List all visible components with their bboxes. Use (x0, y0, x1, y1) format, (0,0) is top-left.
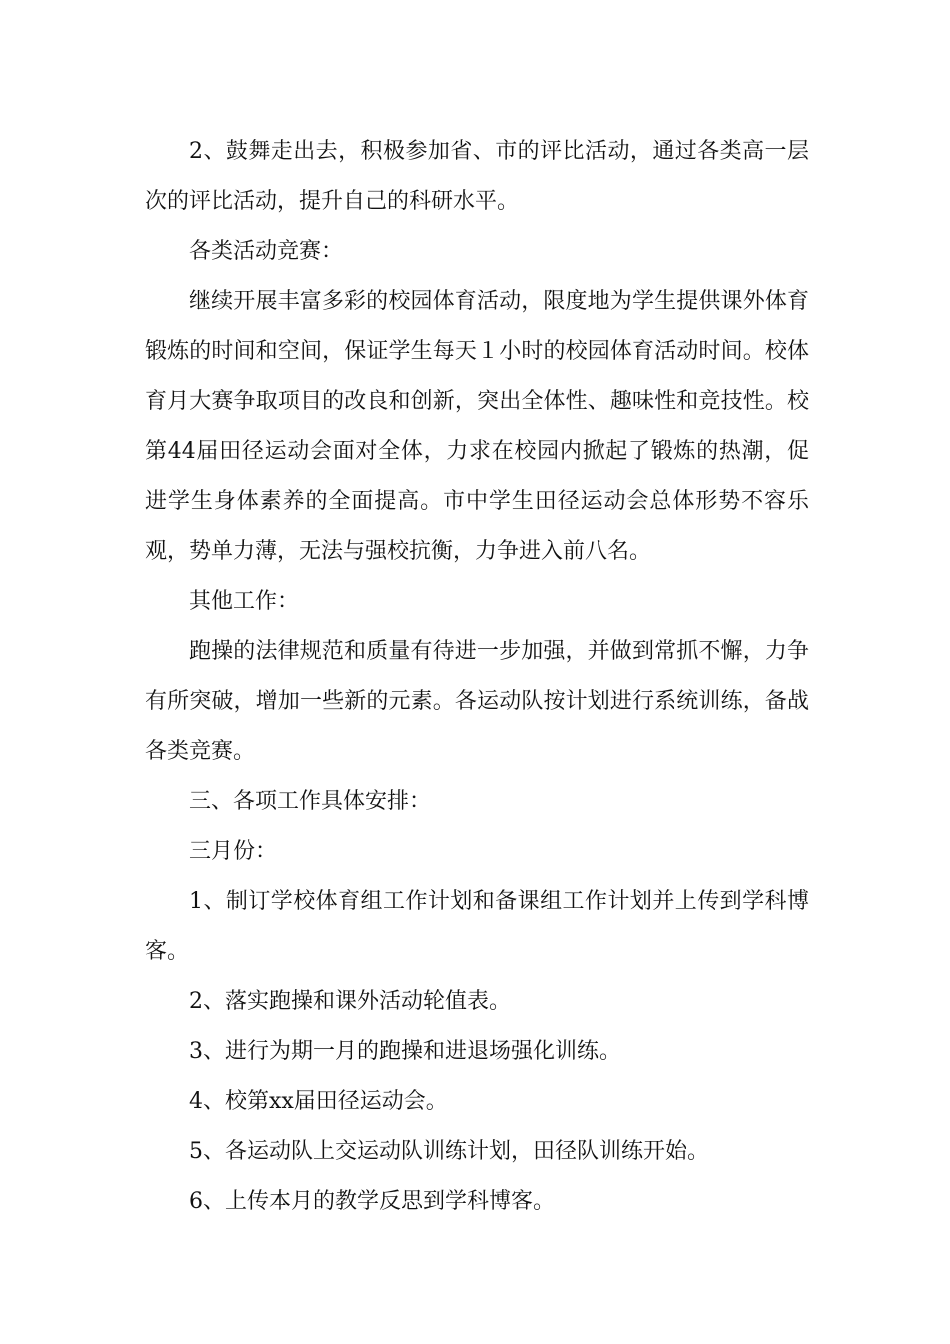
list-item-1: 1、制订学校体育组工作计划和备课组工作计划并上传到学科博客。 (145, 889, 809, 964)
heading-march: 三月份： (189, 839, 278, 864)
document-body (145, 127, 809, 1227)
list-item-2: 2、落实跑操和课外活动轮值表。 (189, 989, 511, 1014)
heading-other-work: 其他工作： (189, 589, 300, 614)
paragraph-running-exercise: 跑操的法律规范和质量有待进一步加强，并做到常抓不懈，力争有所突破，增加一些新的元素。各运动队按计划进行系统训练，备战各类竞赛。 (145, 639, 809, 764)
list-item-5: 5、各运动队上交运动队训练计划，田径队训练开始。 (189, 1139, 709, 1164)
list-item-3: 3、进行为期一月的跑操和进退场强化训练。 (189, 1039, 621, 1064)
list-item-4: 4、校第xx届田径运动会。 (189, 1089, 448, 1114)
paragraph-research-competitions: 2、鼓舞走出去，积极参加省、市的评比活动，通过各类高一层次的评比活动，提升自己的科研水平。 (145, 139, 809, 214)
list-item-6: 6、上传本月的教学反思到学科博客。 (189, 1189, 555, 1214)
paragraph-campus-sports: 继续开展丰富多彩的校园体育活动，限度地为学生提供课外体育锻炼的时间和空间，保证学生每天１小时的校园体育活动时间。校体育月大赛争取项目的改良和创新，突出全体性、趣味性和竞技性。校第44届田径运动会面对全体，力求在校园内掀起了锻炼的热潮，促进学生身体素养的全面提高。市中学生田径运动会总体形势不容乐观，势单力薄，无法与强校抗衡，力争进入前八名。 (145, 289, 809, 564)
heading-work-arrangement: 三、各项工作具体安排： (189, 789, 432, 814)
heading-activity-competitions: 各类活动竞赛： (189, 239, 344, 264)
